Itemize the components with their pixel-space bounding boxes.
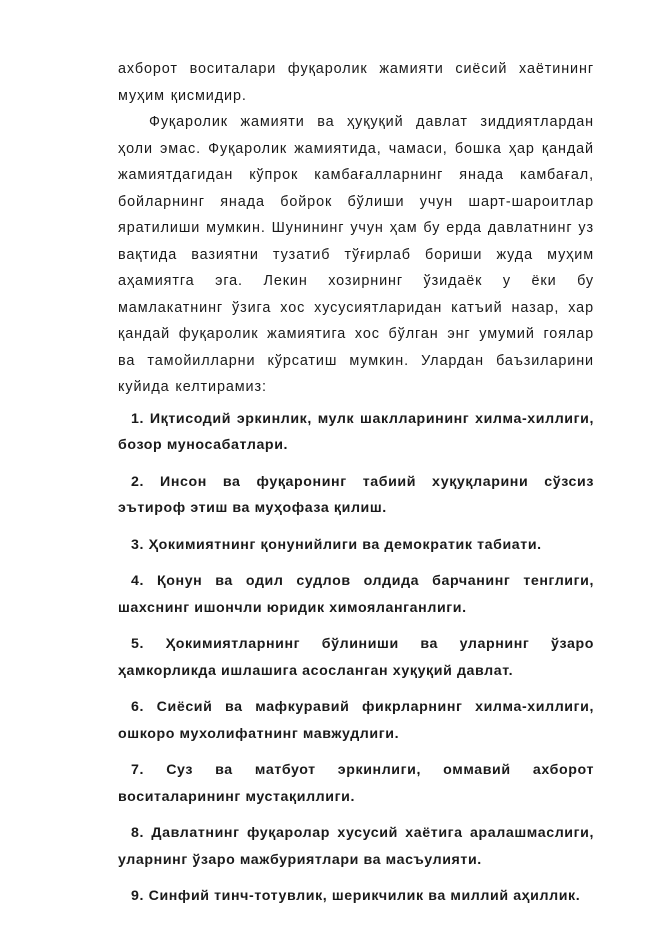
list-item xyxy=(118,631,594,684)
list-item-number: 8. xyxy=(131,825,145,841)
list-item-number: 2. xyxy=(131,473,145,490)
list-item-text: Қонун ва одил судлов олдида барчанинг тенглиги, шахснинг ишончли юридик химояланганлиги. xyxy=(118,573,595,616)
principles-list xyxy=(118,406,594,910)
list-item xyxy=(118,406,594,459)
list-item-number: 9. xyxy=(131,888,145,904)
list-item-text: Сиёсий ва мафкуравий фикрларнинг хилма-хиллиги, ошкоро мухолифатнинг мавжудлиги. xyxy=(118,699,594,742)
list-item-text: Суз ва матбуот эркинлиги, оммавий ахборот воситаларининг мустақиллиги. xyxy=(118,762,594,805)
list-item xyxy=(118,532,594,559)
list-item xyxy=(118,883,594,910)
list-item-text: Ҳокимиятларнинг бўлиниши ва уларнинг ўзаро ҳамкорликда ишлашига асосланган хуқуқий давлат. xyxy=(118,636,595,679)
list-item-text: Ҳокимиятнинг қонунийлиги ва демократик табиати. xyxy=(148,536,542,553)
list-item-number: 5. xyxy=(131,636,145,652)
list-item-number: 3. xyxy=(131,536,145,553)
list-item-text: Иқтисодий эркинлик, мулк шаклларининг хилма-хиллиги, бозор муносабатлари. xyxy=(118,410,594,453)
paragraph-continuation: ахборот воситалари фуқаролик жамияти сиёсий хаётининг муҳим қисмидир. xyxy=(118,61,594,104)
list-item-number: 1. xyxy=(131,410,145,427)
list-item-text: Давлатнинг фуқаролар хусусий хаётига аралашмаслиги, уларнинг ўзаро мажбуриятлари ва масъулияти. xyxy=(118,825,594,868)
document-page xyxy=(118,56,594,920)
list-item xyxy=(118,469,594,522)
list-item-number: 4. xyxy=(131,573,145,589)
list-item xyxy=(118,820,594,873)
list-item-text: Синфий тинч-тотувлик, шерикчилик ва миллий аҳиллик. xyxy=(148,888,581,904)
list-item-text: Инсон ва фуқаронинг табиий хуқуқларини сўзсиз эътироф этиш ва муҳофаза қилиш. xyxy=(118,473,594,516)
list-item xyxy=(118,694,594,747)
list-item-number: 6. xyxy=(131,699,145,715)
list-item xyxy=(118,757,594,810)
list-item xyxy=(118,568,594,621)
paragraph-main: Фуқаролик жамияти ва ҳуқуқий давлат зиддиятлардан ҳоли эмас. Фуқаролик жамиятида, чамаси, бошка ҳар қандай жамиятдагидан кўпрок камбағалларнинг янада камбағал, бойларнинг янада бойрок бўлиши учун шарт-шароитлар яратилиши мумкин. Шунининг учун ҳам бу ерда давлатнинг уз вақтида вазиятни тузатиб тўғирлаб бориши жуда муҳим аҳамиятга эга. Лекин хозирнинг ўзидаёк у ёки бу мамлакатнинг ўзига хос хусусиятларидан катъий назар, хар қандай фуқаролик жамиятига хос бўлган энг умумий гоялар ва тамойилларни кўрсатиш мумкин. Улардан баъзиларини куйида келтирамиз: xyxy=(118,114,594,395)
list-item-number: 7. xyxy=(131,762,145,778)
